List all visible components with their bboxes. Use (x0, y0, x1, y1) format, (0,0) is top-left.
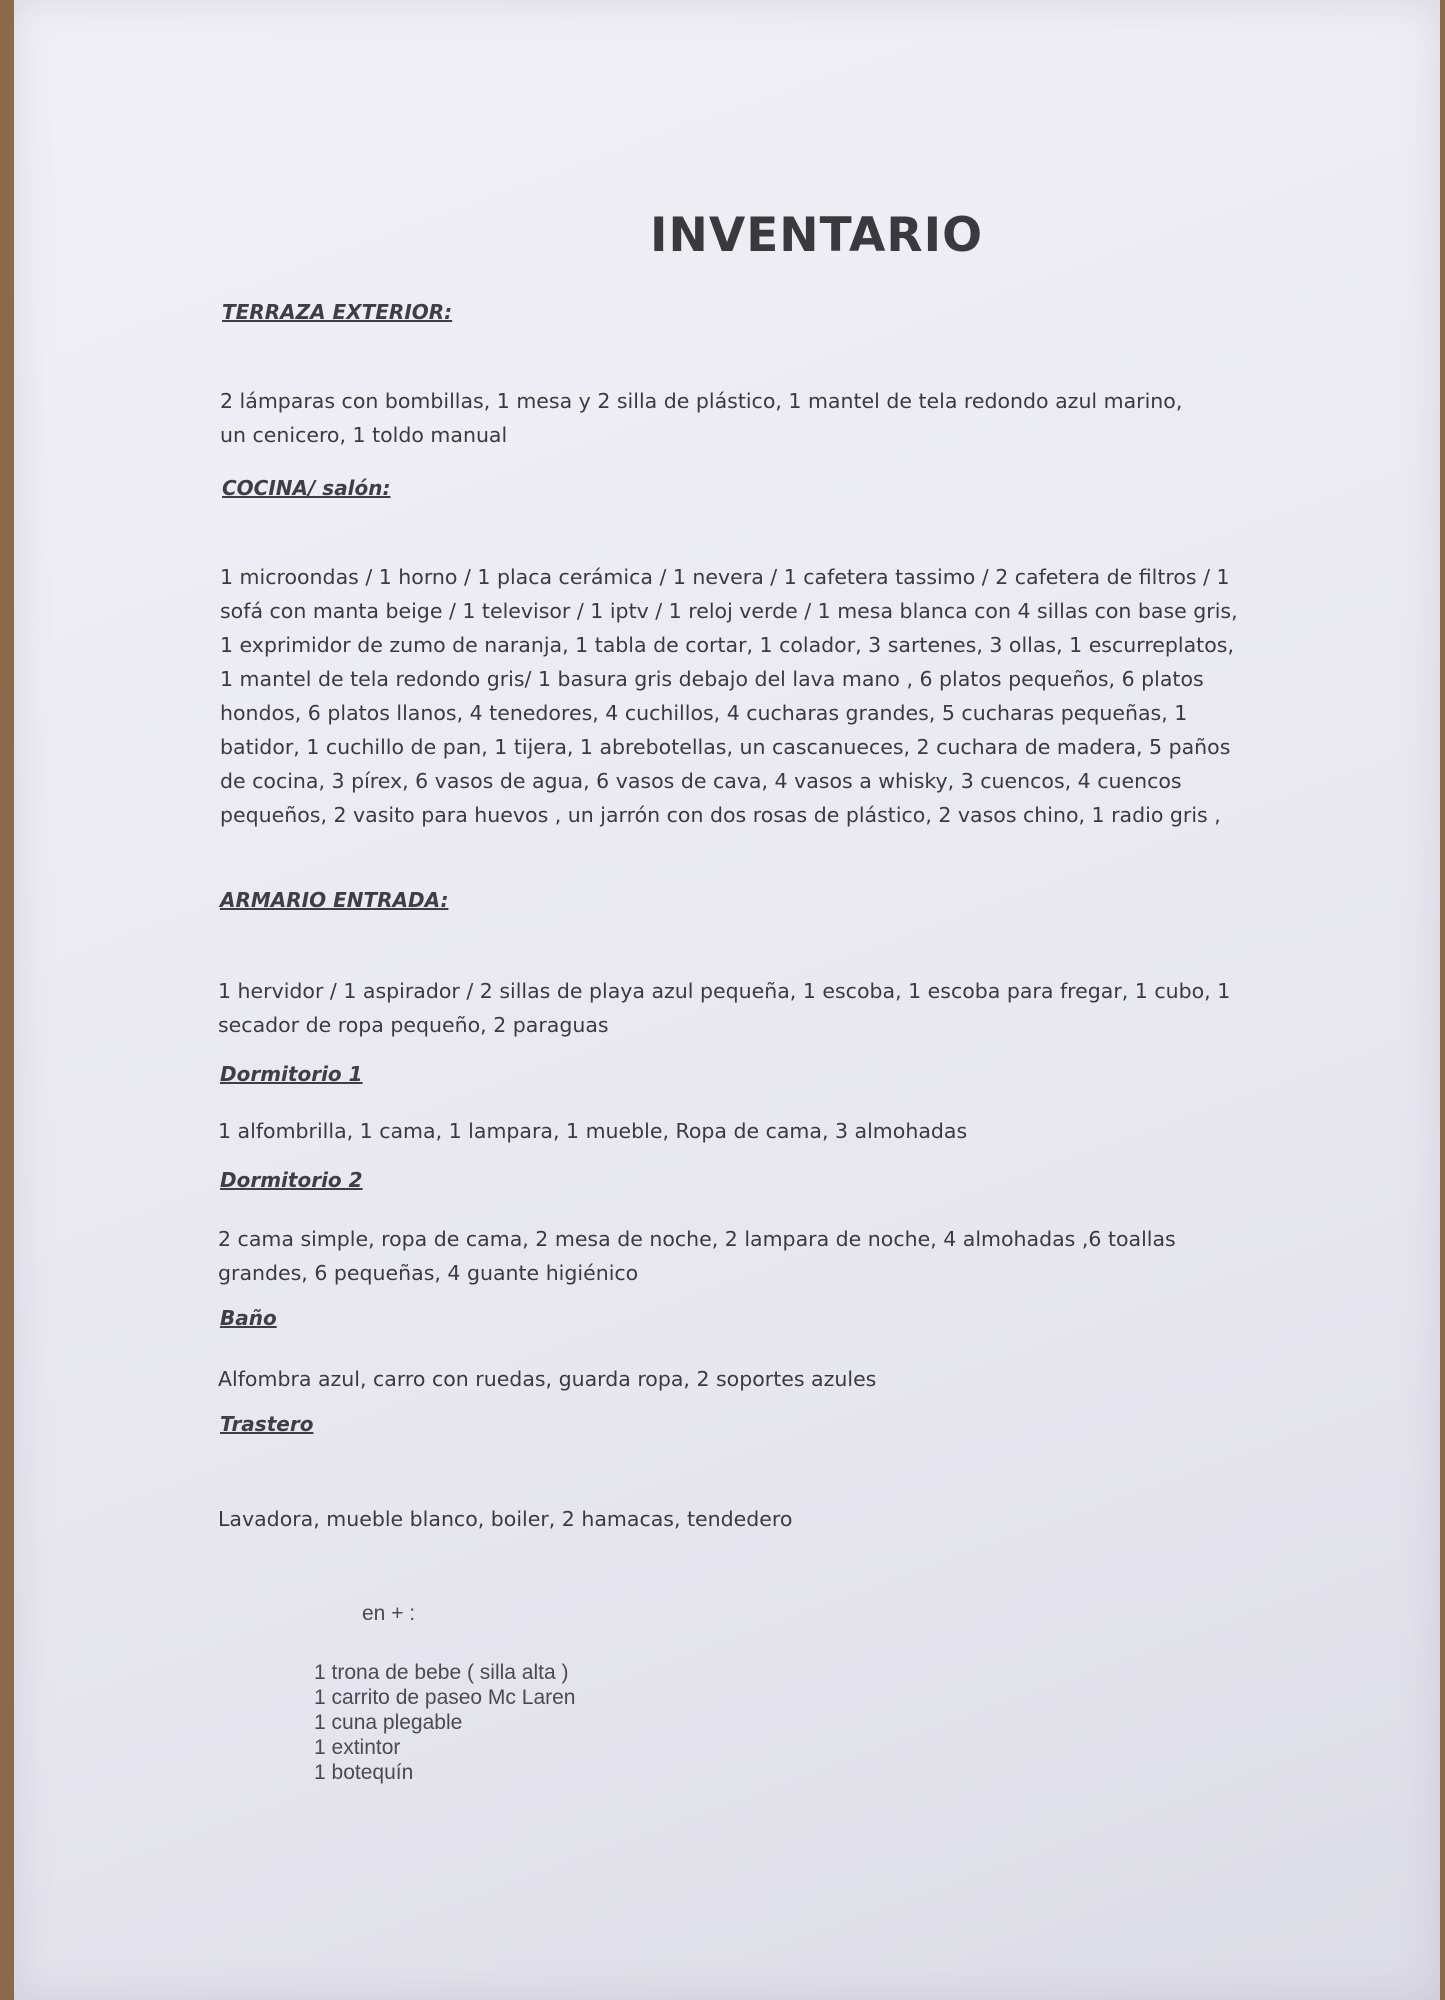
section-body-cocina: 1 microondas / 1 horno / 1 placa cerámica / 1 nevera / 1 cafetera tassimo / 2 cafetera de filtros / 1 sofá con manta beige / 1 televisor / 1 iptv / 1 reloj verde / 1 mesa blanca con 4 sillas con base gris, 1 exprimidor de zumo de naranja, 1 tabla de cortar, 1 colador, 3 sartenes, 3 ollas, 1 escurreplatos, 1 mantel de tela redondo gris/ 1 basura gris debajo del lava mano , 6 platos pequeños, 6 platos hondos, 6 platos llanos, 4 tenedores, 4 cuchillos, 4 cucharas grandes, 5 cucharas pequeñas, 1 batidor, 1 cuchillo de pan, 1 tijera, 1 abrebotellas, un cascanueces, 2 cuchara de madera, 5 paños de cocina, 3 pírex, 6 vasos de agua, 6 vasos de cava, 4 vasos a whisky, 3 cuencos, 4 cuencos pequeños, 2 vasito para huevos , un jarrón con dos rosas de plástico, 2 vasos chino, 1 radio gris , (220, 565, 1238, 827)
extra-label: en + : (362, 1602, 416, 1625)
section-body-trastero: Lavadora, mueble blanco, boiler, 2 hamacas, tendedero (218, 1507, 793, 1531)
extra-list (314, 1660, 575, 1785)
section-heading-bano: Baño (220, 1306, 277, 1330)
extra-item: 1 extintor (314, 1736, 401, 1759)
section-heading-armario: ARMARIO ENTRADA: (220, 888, 449, 912)
section-heading-terraza: TERRAZA EXTERIOR: (222, 300, 453, 324)
section-heading-dormitorio-1: Dormitorio 1 (220, 1062, 363, 1086)
section-body-armario: 1 hervidor / 1 aspirador / 2 sillas de playa azul pequeña, 1 escoba, 1 escoba para fregar, 1 cubo, 1 secador de ropa pequeño, 2 paraguas (218, 979, 1231, 1037)
extra-item: 1 trona de bebe ( silla alta ) (314, 1661, 569, 1684)
section-heading-cocina: COCINA/ salón: (222, 476, 391, 500)
section-body-dormitorio-2: 2 cama simple, ropa de cama, 2 mesa de noche, 2 lampara de noche, 4 almohadas ,6 toallas grandes, 6 pequeñas, 4 guante higiénico (218, 1227, 1176, 1285)
section-heading-dormitorio-2: Dormitorio 2 (220, 1168, 363, 1192)
section-body-terraza: 2 lámparas con bombillas, 1 mesa y 2 silla de plástico, 1 mantel de tela redondo azul marino, un cenicero, 1 toldo manual (220, 389, 1183, 447)
paper-sheet (14, 0, 1440, 2000)
extra-item: 1 botequín (314, 1761, 414, 1784)
extra-item: 1 carrito de paseo Mc Laren (314, 1686, 576, 1709)
section-body-dormitorio-1: 1 alfombrilla, 1 cama, 1 lampara, 1 mueble, Ropa de cama, 3 almohadas (218, 1119, 968, 1143)
section-body-bano: Alfombra azul, carro con ruedas, guarda ropa, 2 soportes azules (218, 1367, 877, 1391)
section-heading-trastero: Trastero (220, 1412, 314, 1436)
page-title: INVENTARIO (650, 208, 984, 263)
extra-item: 1 cuna plegable (314, 1711, 463, 1734)
